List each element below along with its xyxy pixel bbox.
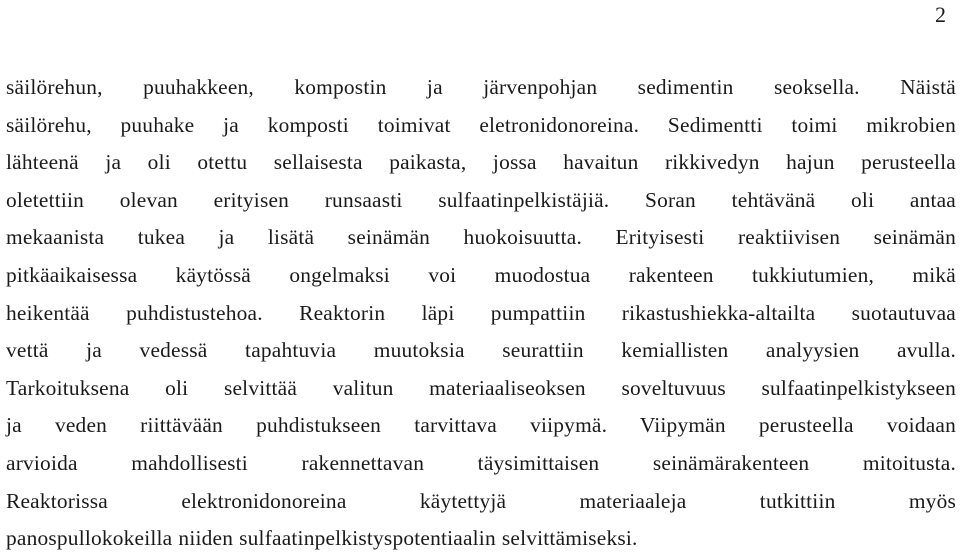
text-line: panospullokokeilla niiden sulfaatinpelkistyspotentiaalin selvittämiseksi. bbox=[6, 526, 638, 551]
text-line: arvioida mahdollisesti rakennettavan täysimittaisen seinämärakenteen mitoitusta. bbox=[6, 450, 956, 475]
page-number: 2 bbox=[935, 2, 946, 27]
text-line: pitkäaikaisessa käytössä ongelmaksi voi muodostua rakenteen tukkiutumien, mikä bbox=[6, 262, 956, 287]
text-line: säilörehun, puuhakkeen, kompostin ja järvenpohjan sedimentin seoksella. Näistä bbox=[6, 75, 956, 99]
text-line: Reaktorissa elektronidonoreina käytettyjä materiaaleja tutkittiin myös bbox=[6, 488, 956, 513]
text-line: lähteenä ja oli otettu sellaisesta paikasta, jossa havaitun rikkivedyn hajun perusteella bbox=[6, 150, 956, 175]
text-line: Tarkoituksena oli selvittää valitun materiaaliseoksen soveltuvuus sulfaatinpelkistykseen bbox=[6, 375, 956, 400]
body-paragraph bbox=[6, 69, 956, 558]
text-line: oletettiin olevan erityisen runsaasti sulfaatinpelkistäjiä. Soran tehtävänä oli antaa bbox=[6, 187, 956, 212]
text-line: vettä ja vedessä tapahtuvia muutoksia seurattiin kemiallisten analyysien avulla. bbox=[6, 338, 956, 363]
text-line: heikentää puhdistustehoa. Reaktorin läpi pumpattiin rikastushiekka-altailta suotautuvaa bbox=[6, 300, 956, 325]
text-line: mekaanista tukea ja lisätä seinämän huokoisuutta. Erityisesti reaktiivisen seinämän bbox=[6, 225, 956, 250]
text-line: säilörehu, puuhake ja komposti toimivat eletronidonoreina. Sedimentti toimi mikrobien bbox=[6, 112, 956, 137]
text-line: ja veden riittävään puhdistukseen tarvittava viipymä. Viipymän perusteella voidaan bbox=[6, 413, 956, 438]
